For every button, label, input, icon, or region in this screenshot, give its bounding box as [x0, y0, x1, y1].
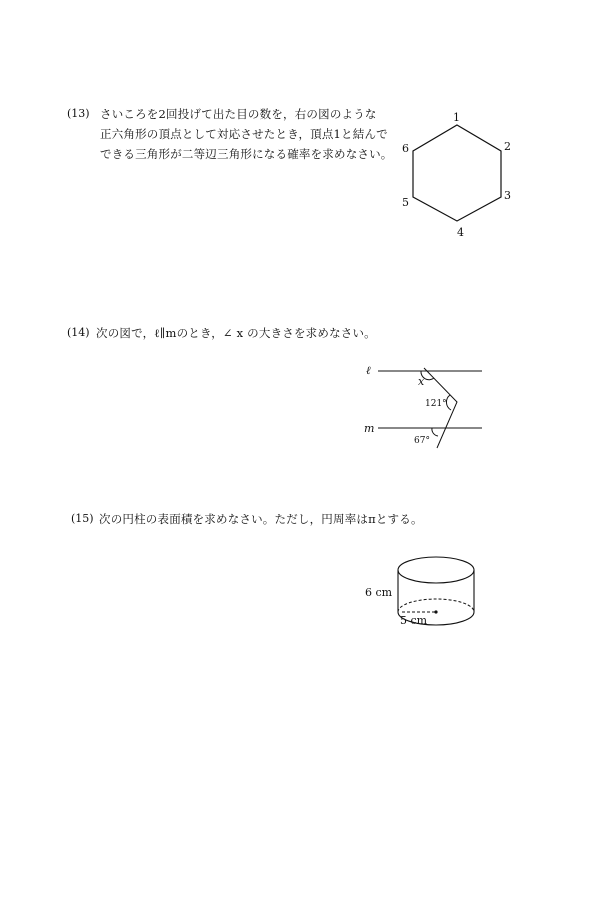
q15-number: (15)	[71, 512, 94, 525]
label-angle-121: 121°	[425, 399, 447, 409]
vertex-label-5: 5	[402, 196, 409, 209]
q14-number: (14)	[67, 326, 90, 339]
vertex-label-2: 2	[504, 140, 511, 153]
label-angle-67: 67°	[414, 436, 430, 446]
base-center-point	[434, 610, 437, 613]
q13-text-line-1: さいころを2回投げて出た目の数を，右の図のような	[100, 107, 377, 121]
q13-text-line-3: できる三角形が二等辺三角形になる確率を求めなさい。	[100, 147, 393, 161]
label-radius: 5 cm	[400, 614, 428, 627]
label-l: ℓ	[366, 364, 371, 377]
regular-hexagon	[413, 125, 501, 221]
q13-number: (13)	[67, 107, 90, 120]
vertex-label-3: 3	[504, 189, 511, 202]
cylinder-bottom-front-arc	[398, 612, 474, 625]
label-height: 6 cm	[365, 586, 393, 599]
vertex-label-1: 1	[453, 111, 460, 124]
label-m: m	[364, 422, 375, 435]
angle-x-arc	[421, 371, 434, 380]
bent-transversal	[424, 368, 457, 448]
vertex-label-6: 6	[402, 142, 409, 155]
label-angle-x: x	[418, 375, 425, 388]
vertex-label-4: 4	[457, 226, 464, 239]
angle-121-arc	[446, 395, 451, 410]
q13-text-line-2: 正六角形の頂点として対応させたとき，頂点1と結んで	[100, 127, 388, 141]
angle-67-arc	[432, 428, 438, 436]
q15-text: 次の円柱の表面積を求めなさい。ただし，円周率はπとする。	[99, 512, 423, 526]
q14-text: 次の図で，ℓ∥mのとき，∠ x の大きさを求めなさい。	[96, 326, 376, 340]
cylinder-bottom-back-arc	[398, 599, 474, 612]
cylinder-top-ellipse	[398, 557, 474, 583]
